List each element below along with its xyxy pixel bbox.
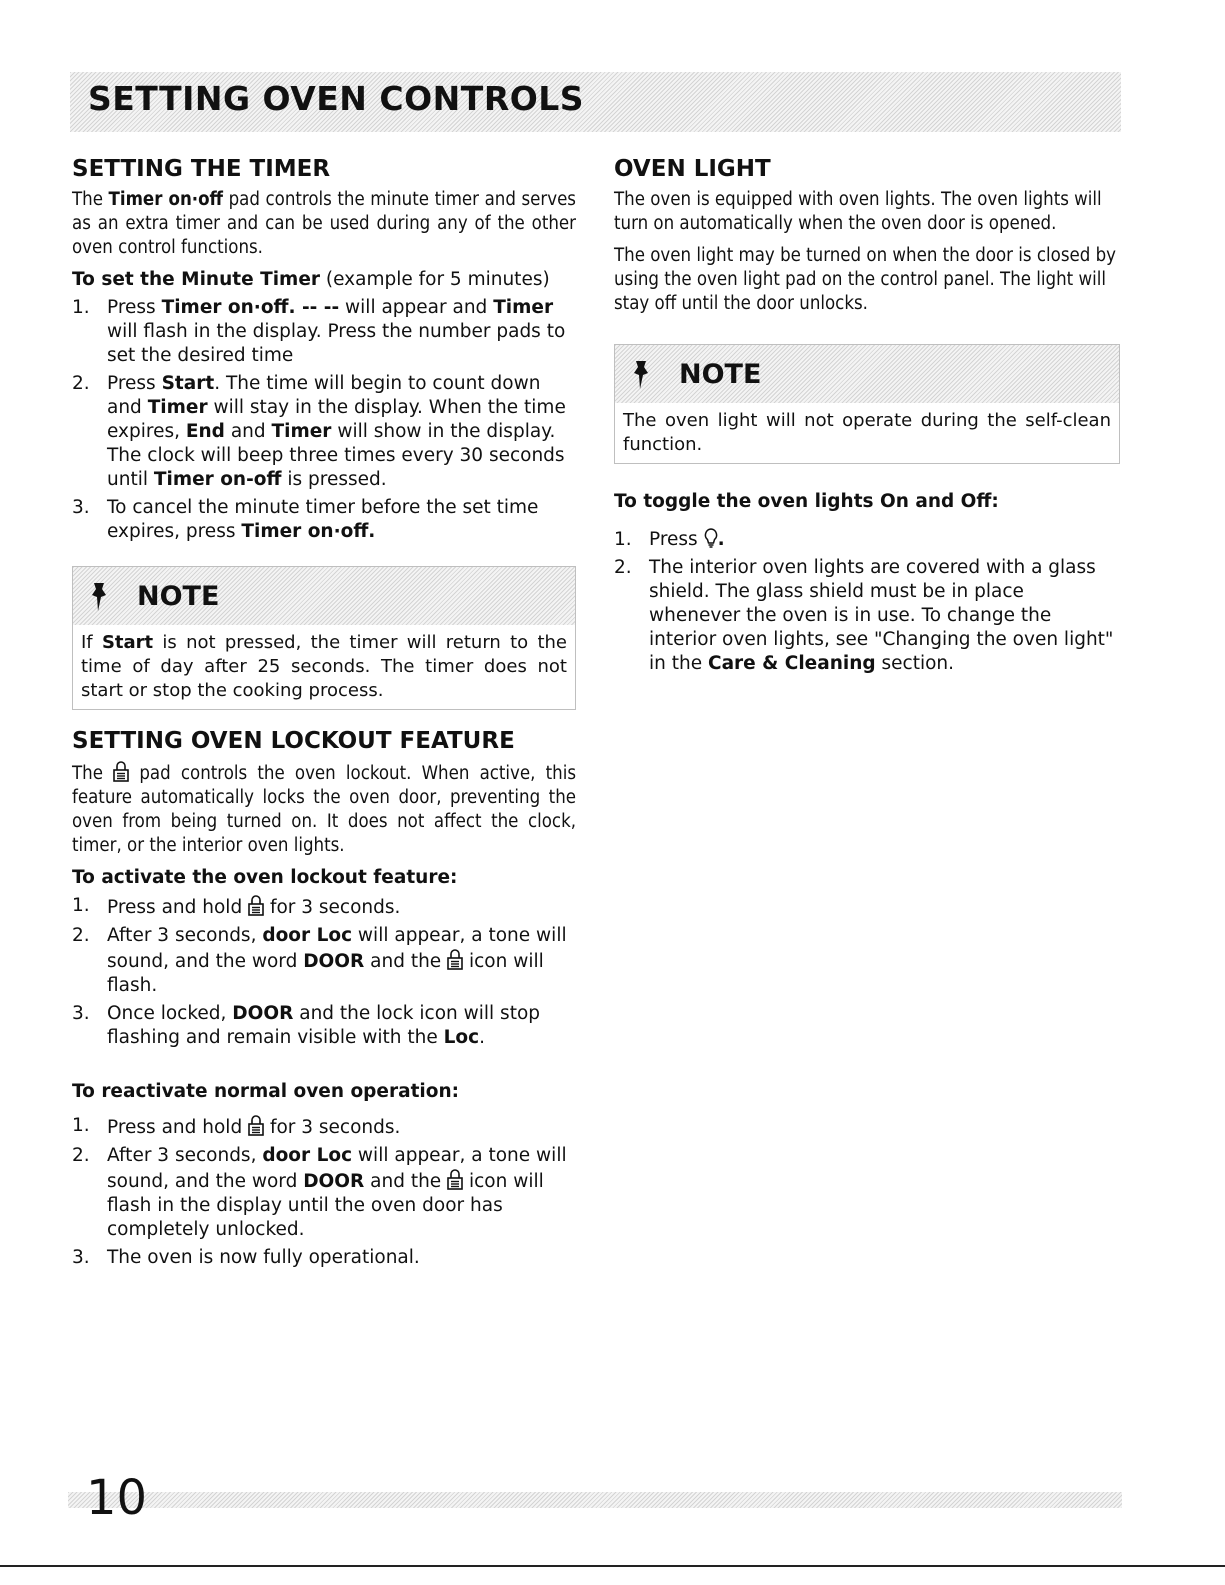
text: pad controls the minute timer and serves as an extra timer and can be used during any of the other oven control functions. [72,189,576,258]
text-bold: DOOR [303,1171,365,1192]
text-bold: Timer on·off. [241,521,376,542]
text-bold: Timer on·off. -- -- [161,297,340,318]
lockout-intro [72,760,576,858]
note-label: NOTE [137,581,220,612]
text: The [72,189,109,210]
text-bold: DOOR [303,951,365,972]
step-number: 3. [72,1247,90,1268]
text-bold: Timer on-off [153,469,282,490]
text: will flash in the display. Press the number pads to set the desired time [107,321,566,366]
light-note-box [614,344,1120,464]
text: Press [649,529,704,550]
list-item [72,1144,576,1242]
text: pad controls the oven lockout. When active, this feature automatically locks the oven door, preventing the oven from being turned on. It does not affect the clock, timer, or the interior oven lights. [72,763,576,856]
text: will show in the display. The clock will beep three times every 30 seconds until [107,421,565,490]
light-paragraph-1: The oven is equipped with oven lights. The oven lights will turn on automatically when the oven door is opened. [614,189,1102,234]
text: Press [107,297,162,318]
section-banner [70,72,1121,132]
text: If [81,632,102,653]
list-item [72,496,576,544]
left-column [72,156,576,1278]
text: will appear, a tone will sound, and the word [107,925,567,972]
text-bold: End [185,421,225,442]
list-item [72,894,576,920]
step-number: 3. [72,1003,90,1024]
text: The [72,763,114,784]
text: Press and hold [107,1117,249,1138]
footer-bar [68,1492,1122,1508]
text: After 3 seconds, [107,925,263,946]
toggle-heading: To toggle the oven lights On and Off: [614,491,999,512]
text-bold: DOOR [232,1003,294,1024]
text-bold: Start [101,632,154,653]
text-bold: Timer [493,297,554,318]
text: Once locked, [107,1003,233,1024]
text-bold: Timer [147,397,208,418]
text-bold: Timer on·off [108,189,224,210]
text-bold: To set the Minute Timer [72,269,320,290]
text: The interior oven lights are covered with a glass shield. The glass shield must be in place whenever the oven is in use. To change the interior oven lights, see "Changing the oven light" in the [649,557,1114,674]
text-bold: . [717,529,725,550]
text: Press and hold [107,897,249,918]
list-item [72,296,576,368]
list-item [72,1246,576,1270]
note-label: NOTE [679,359,762,390]
divider [0,1565,1225,1567]
text: is pressed. [281,469,387,490]
reactivate-heading: To reactivate normal oven operation: [72,1081,460,1102]
light-paragraph-2: The oven light may be turned on when the door is closed by using the oven light pad on the control panel. The light will stay off until the door unlocks. [614,245,1117,314]
text-bold: door Loc [262,925,353,946]
timer-intro [72,188,576,260]
list-item [72,924,576,998]
timer-steps [72,296,576,544]
text: (example for 5 minutes) [320,269,550,290]
step-number: 1. [72,895,90,916]
text: will stay in the display. When the time expires, [107,397,566,442]
text: icon will flash in the display until the oven door has completely unlocked. [107,1171,544,1240]
lock-icon [447,1168,463,1190]
lock-icon [248,894,264,916]
step-number: 3. [72,497,90,518]
lock-icon [447,948,463,970]
note-header [73,567,575,625]
right-column [614,156,1120,684]
text: To cancel the minute timer before the set time expires, press [107,497,539,542]
list-item [614,556,1120,676]
lock-icon [113,760,129,782]
toggle-steps [614,528,1120,676]
text: will appear, a tone will sound, and the word [107,1145,567,1192]
text: is not pressed, the timer will return to the time of day after 25 seconds. The timer does not start or stop the cooking process. [81,632,567,701]
pushpin-icon [89,581,111,613]
text: The oven is now fully operational. [107,1247,420,1268]
text-bold: Loc [443,1027,480,1048]
text-bold: Timer [271,421,332,442]
text-bold: Start [161,373,215,394]
lockout-heading: SETTING OVEN LOCKOUT FEATURE [72,728,515,754]
text: section. [875,653,955,674]
step-number: 1. [72,297,90,318]
text: icon will flash. [107,951,544,996]
text: will appear and [339,297,494,318]
timer-note-box [72,566,576,710]
page-title: SETTING OVEN CONTROLS [88,79,585,118]
list-item [72,1002,576,1050]
text: . [479,1027,485,1048]
timer-subheading [72,268,576,292]
step-number: 2. [72,373,90,394]
text-bold: door Loc [262,1145,353,1166]
lock-icon [248,1114,264,1136]
text-bold: Care & Cleaning [708,653,876,674]
text: for 3 seconds. [264,897,401,918]
step-number: 1. [614,529,632,550]
activate-steps [72,894,576,1050]
light-heading: OVEN LIGHT [614,156,771,182]
step-number: 1. [72,1115,90,1136]
text: and the [364,1171,448,1192]
activate-heading: To activate the oven lockout feature: [72,867,458,888]
step-number: 2. [72,1145,90,1166]
step-number: 2. [72,925,90,946]
text: for 3 seconds. [264,1117,401,1138]
page-number: 10 [86,1470,148,1526]
text: and [224,421,272,442]
note-text [73,625,575,709]
list-item [614,528,1120,552]
light-bulb-icon [704,528,718,548]
timer-heading: SETTING THE TIMER [72,156,331,182]
text: and the lock icon will stop flashing and remain visible with the [107,1003,541,1048]
text: Press [107,373,162,394]
pushpin-icon [631,359,653,391]
note-text: The oven light will not operate during the self-clean function. [615,403,1119,463]
text: After 3 seconds, [107,1145,263,1166]
list-item [72,1114,576,1140]
reactivate-steps [72,1114,576,1270]
list-item [72,372,576,492]
note-header [615,345,1119,403]
step-number: 2. [614,557,632,578]
text: and the [364,951,448,972]
text: . The time will begin to count down and [107,373,541,418]
